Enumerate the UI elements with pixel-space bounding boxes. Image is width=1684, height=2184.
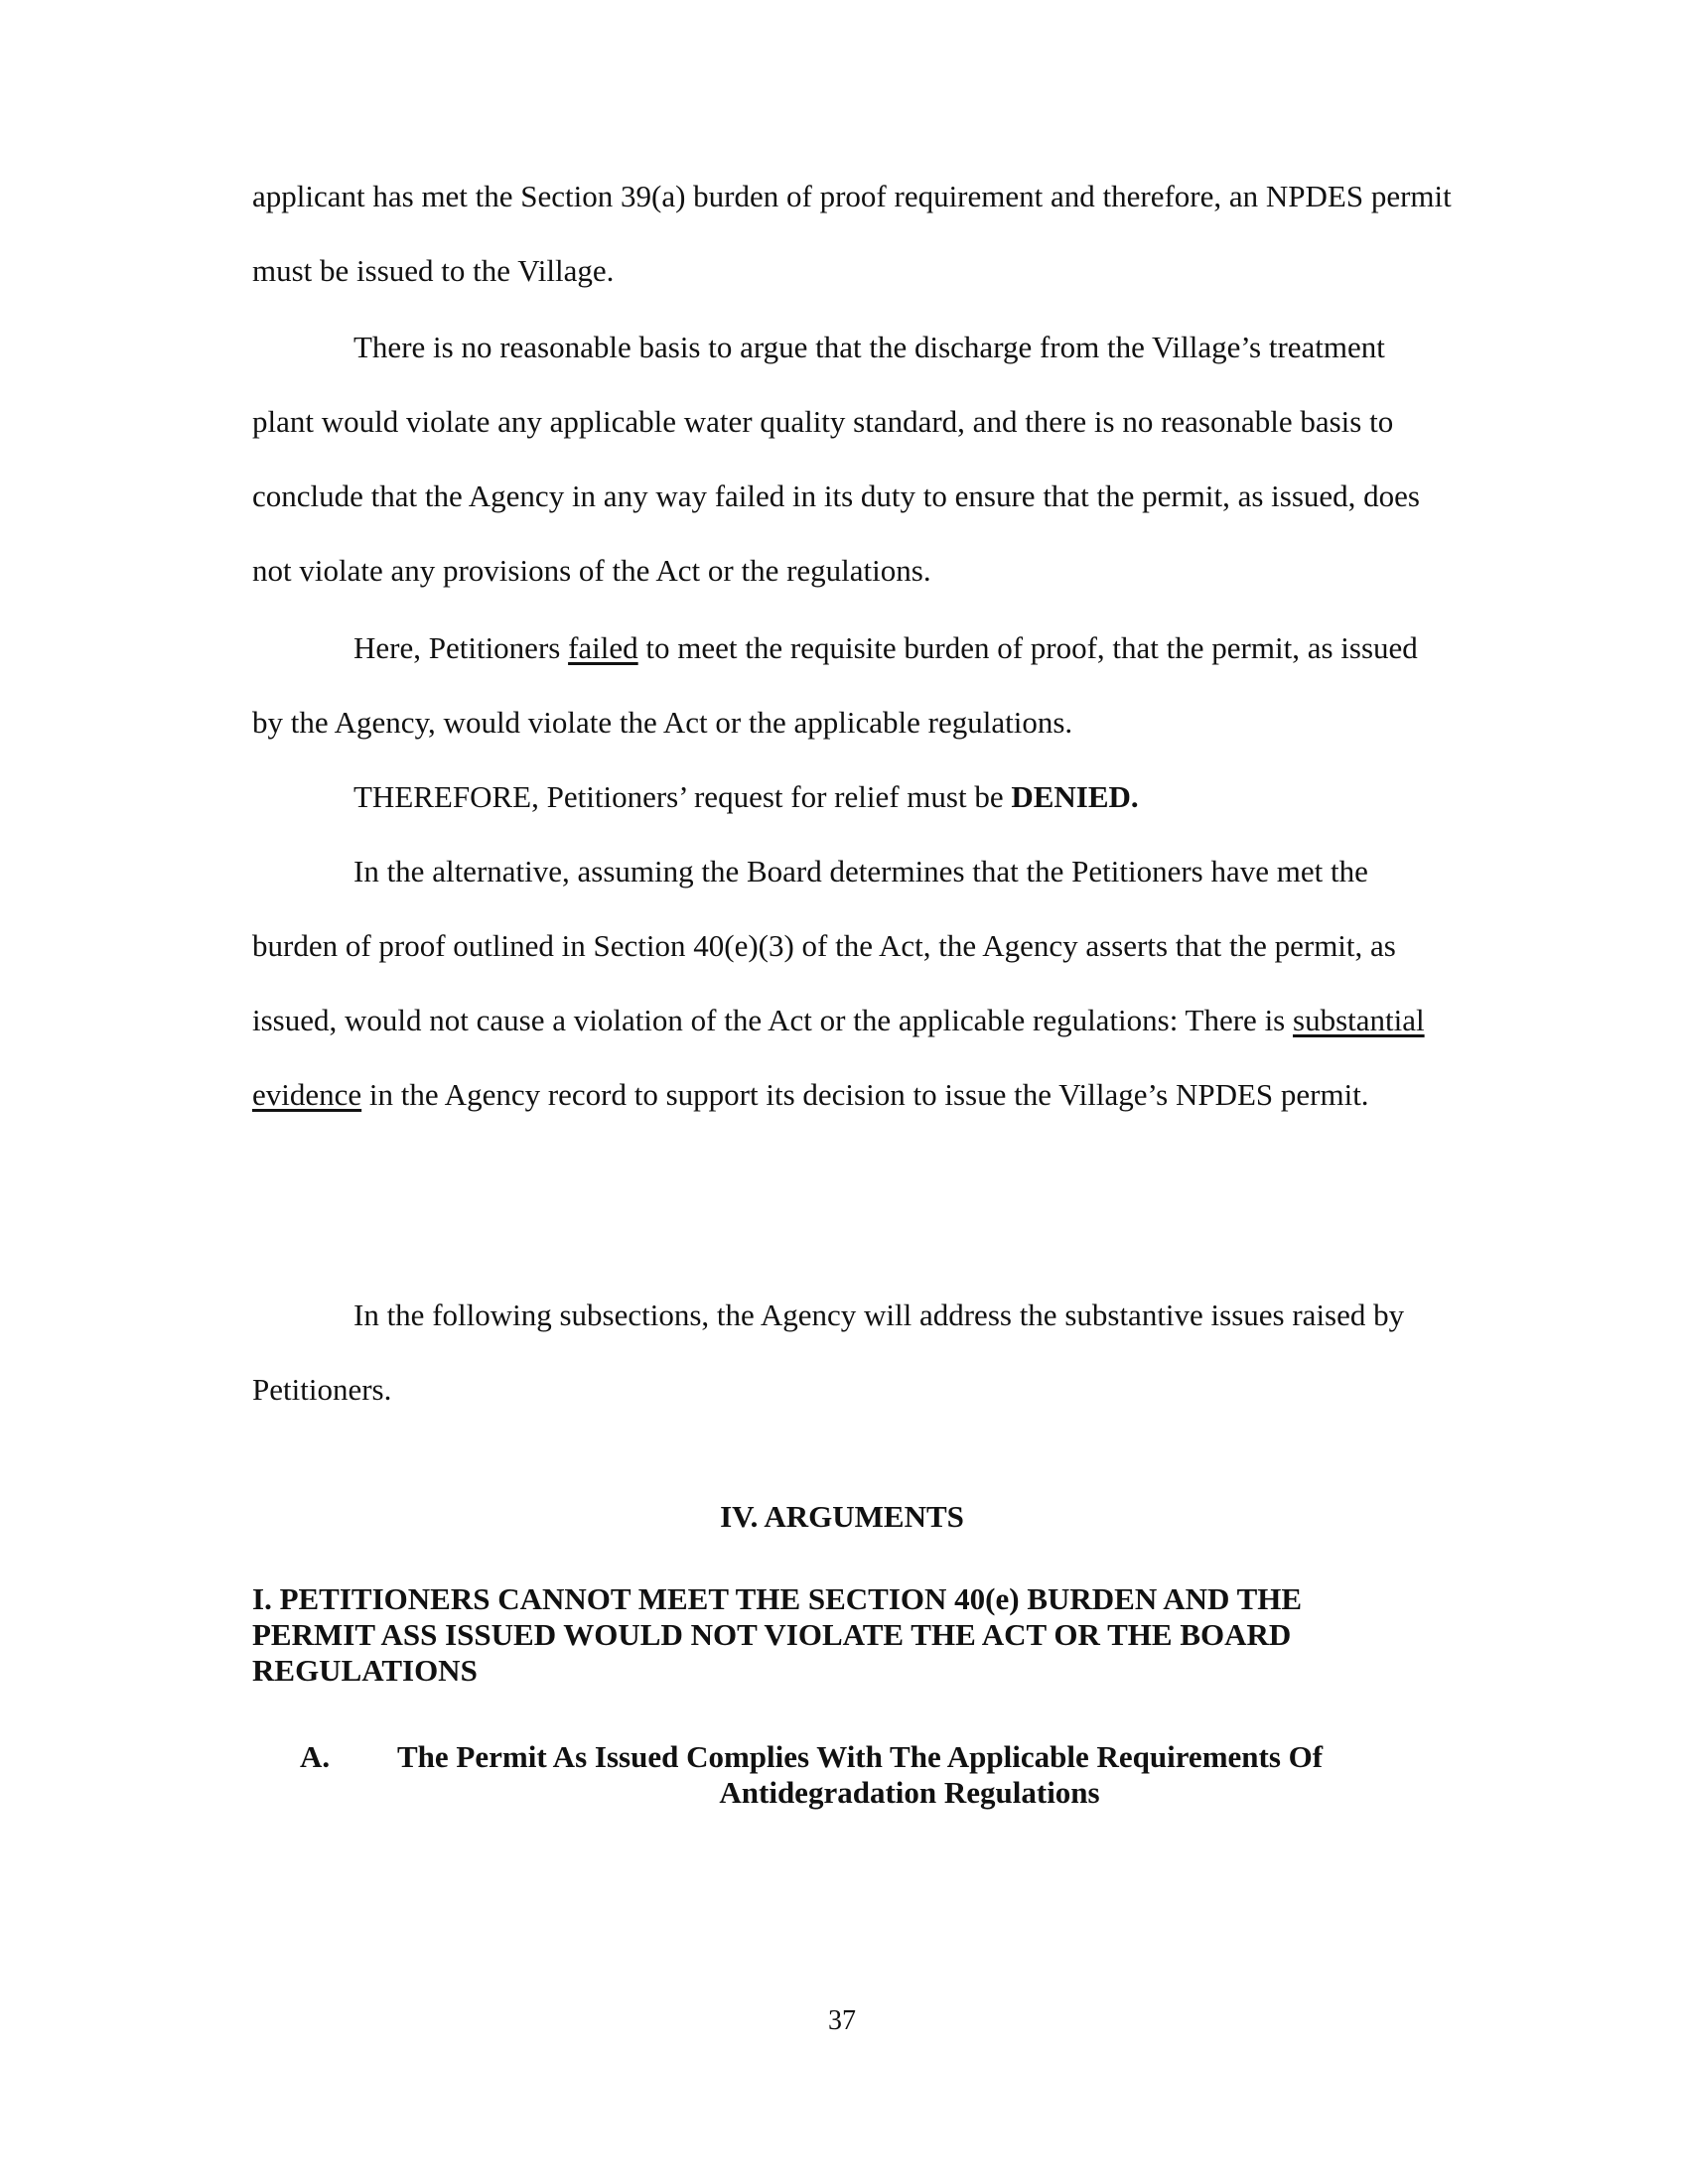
paragraph-continuation: applicant has met the Section 39(a) burden of proof requirement and therefore, an NPDES permit must be issued to the Village. [252, 179, 1452, 288]
paragraph-no-reasonable-basis: There is no reasonable basis to argue that the discharge from the Village’s treatment plant would violate any applicable water quality standard, and there is no reasonable basis to conclude that the Agency in any way failed in its duty to ensure that the permit, as issued, does not violate any provisions of the Act or the regulations. [252, 330, 1420, 588]
subsubsection-title-line-2: Antidegradation Regulations [719, 1775, 1100, 1810]
subsection-heading: I. PETITIONERS CANNOT MEET THE SECTION 40(e) BURDEN AND THE PERMIT ASS ISSUED WOULD NOT VIOLATE THE ACT OR THE BOARD REGULATIONS [252, 1581, 1303, 1688]
page-number: 37 [828, 2005, 856, 2036]
paragraph-text: to meet the requisite burden of proof, that the permit, as issued by the Agency, would violate the Act or the applicable regulations. [252, 630, 1418, 740]
subsubsection-letter: A. [300, 1739, 331, 1774]
paragraph-text: In the alternative, assuming the Board determines that the Petitioners have met the burden of proof outlined in Section 40(e)(3) of the Act, the Agency asserts that the permit, as issued, would not cause a violation of the Act or the applicable regulations: There is [252, 854, 1396, 1037]
paragraph-petitioners-failed [252, 611, 1454, 759]
paragraph-following-subsections: In the following subsections, the Agency will address the substantive issues raised by Petitioners. [252, 1297, 1405, 1407]
paragraph-text: in the Agency record to support its decision to issue the Village’s NPDES permit. [361, 1077, 1369, 1112]
underlined-text: failed [568, 630, 638, 665]
bold-text: DENIED. [1011, 779, 1139, 814]
paragraph-text: Here, Petitioners [353, 630, 569, 665]
section-heading: IV. ARGUMENTS [720, 1499, 964, 1534]
paragraph-text: THEREFORE, Petitioners’ request for relief must be [353, 779, 1012, 814]
subsubsection-title-line-1: The Permit As Issued Complies With The Applicable Requirements Of [397, 1739, 1324, 1774]
underlined-text: substantial evidence [252, 1003, 1425, 1112]
paragraph-therefore-denied [252, 759, 1454, 834]
paragraph-in-the-alternative [252, 834, 1454, 1132]
